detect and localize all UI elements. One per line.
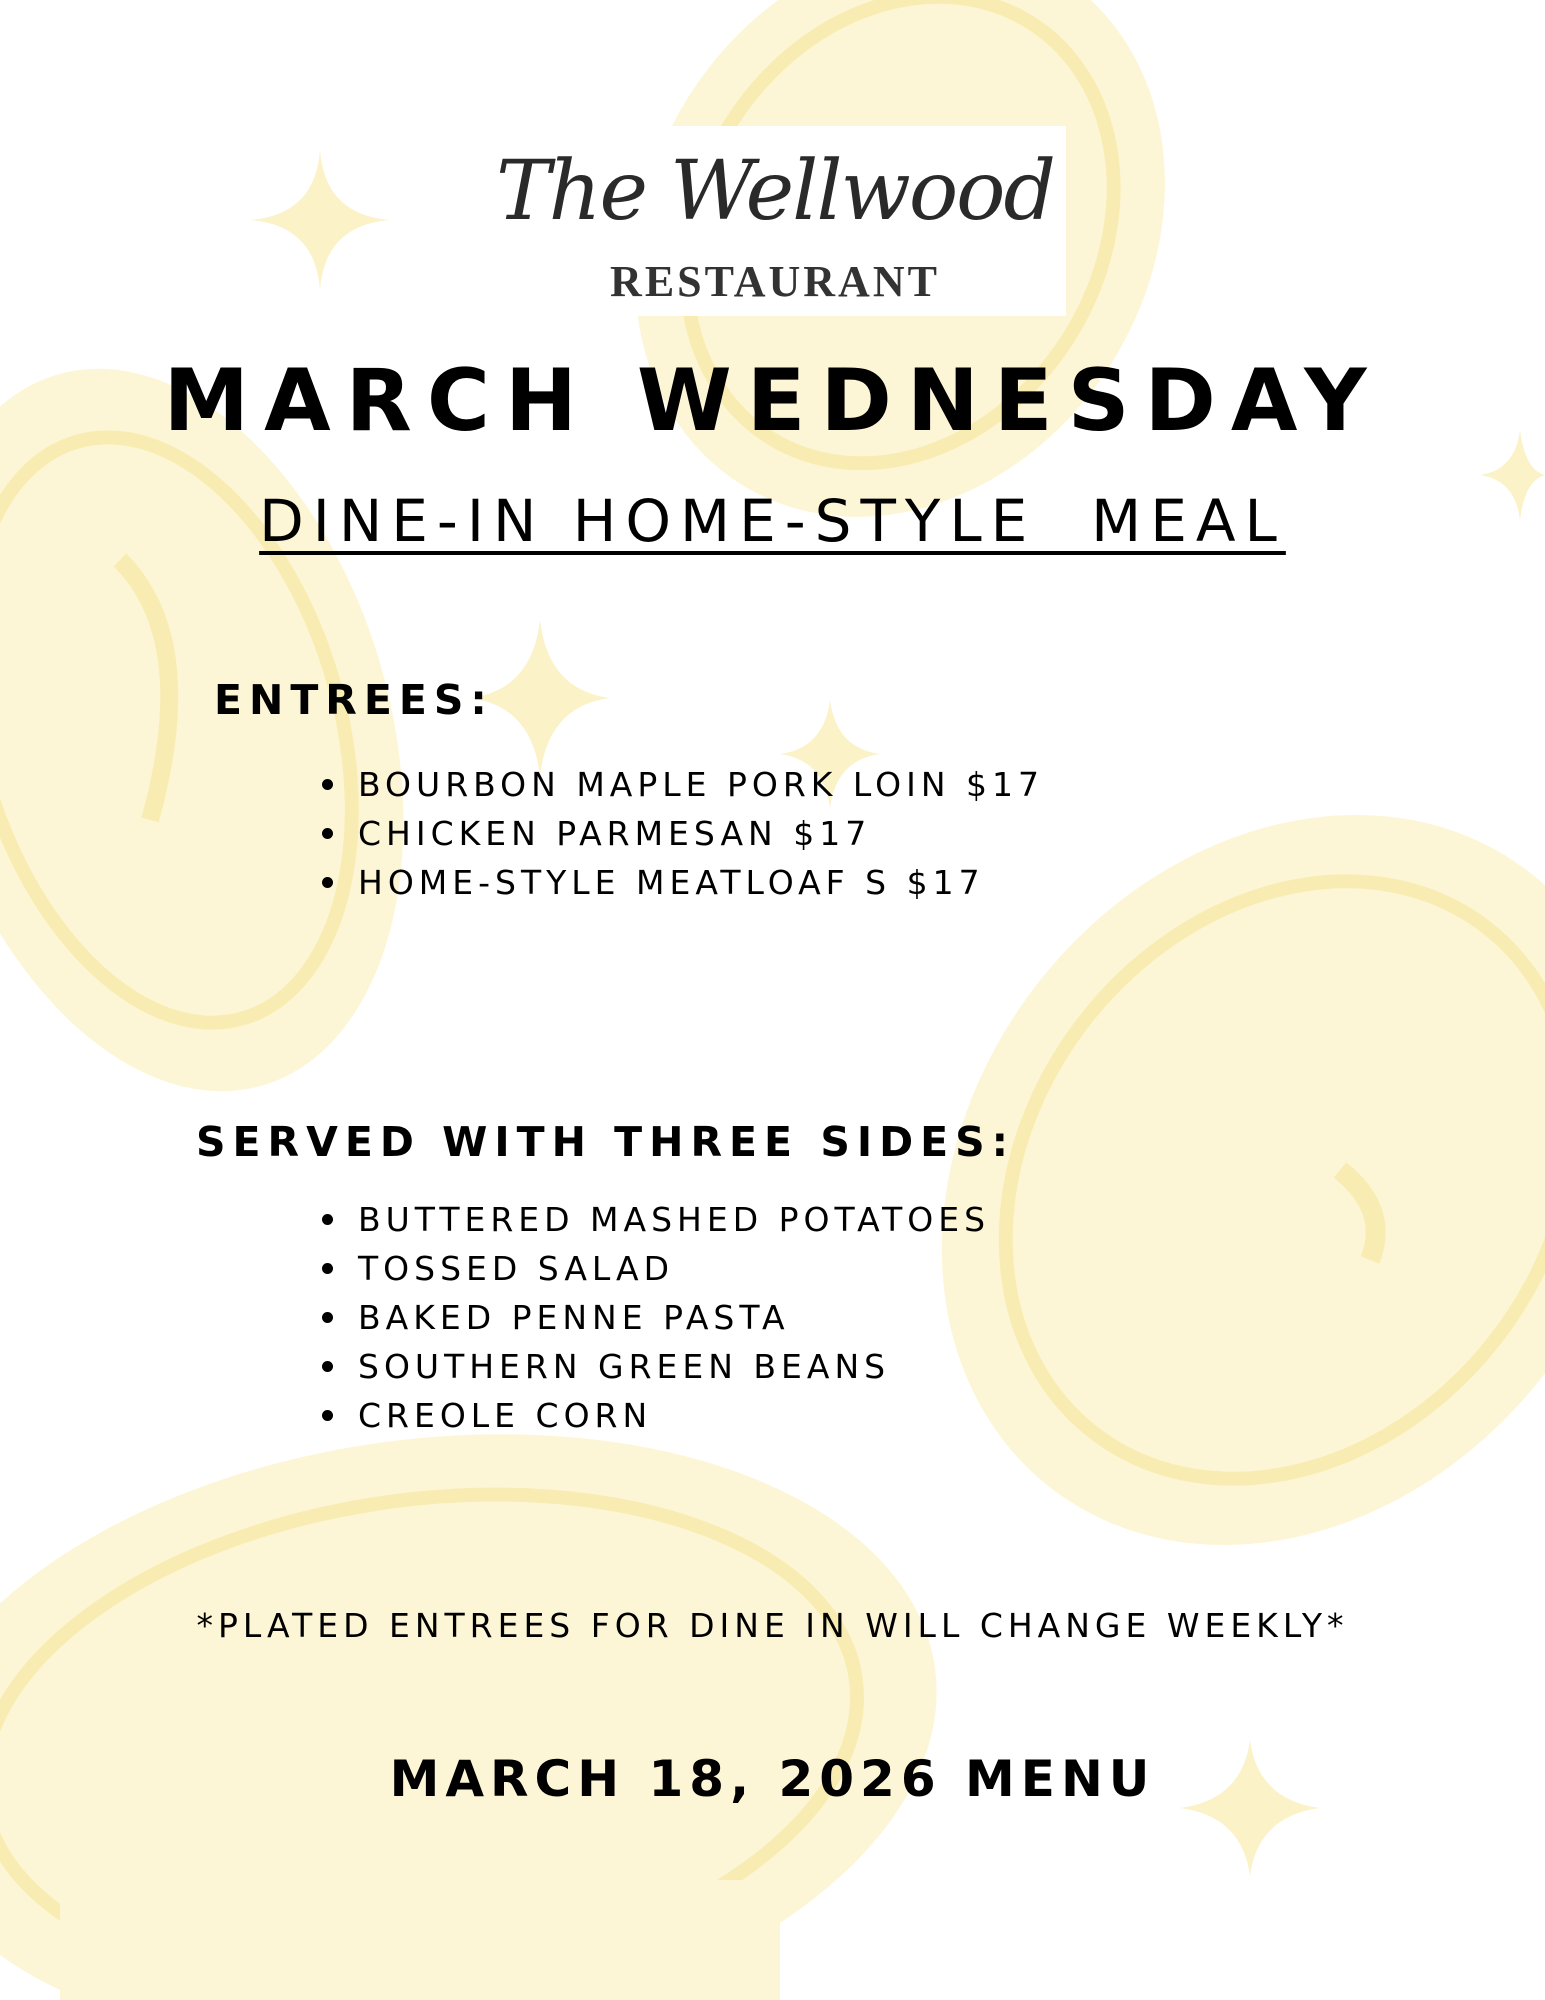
entree-label: BOURBON MAPLE PORK LOIN $17: [358, 765, 1045, 804]
list-item: [320, 760, 1044, 809]
side-label: TOSSED SALAD: [358, 1249, 675, 1288]
restaurant-logo: [484, 126, 1066, 316]
entrees-heading: ENTREES:: [214, 676, 494, 724]
bullet-icon: [322, 1361, 333, 1372]
bullet-icon: [322, 1263, 333, 1274]
menu-date: MARCH 18, 2026 MENU: [389, 1750, 1156, 1808]
side-label: CREOLE CORN: [358, 1396, 653, 1435]
bullet-icon: [322, 1410, 333, 1421]
list-item: [320, 1342, 990, 1391]
list-item: [320, 1293, 990, 1342]
logo-sub-text: RESTAURANT: [610, 257, 940, 306]
side-label: BUTTERED MASHED POTATOES: [358, 1200, 991, 1239]
side-label: BAKED PENNE PASTA: [358, 1298, 790, 1337]
logo-script-text: The Wellwood: [495, 144, 1055, 239]
entrees-list: [320, 760, 1044, 907]
bullet-icon: [322, 1214, 333, 1225]
weekly-change-note: *PLATED ENTREES FOR DINE IN WILL CHANGE WEEKLY*: [196, 1606, 1349, 1645]
bullet-icon: [322, 877, 333, 888]
side-label: SOUTHERN GREEN BEANS: [358, 1347, 891, 1386]
list-item: [320, 1195, 990, 1244]
sides-heading: SERVED WITH THREE SIDES:: [196, 1118, 1016, 1166]
sides-list: [320, 1195, 990, 1440]
bullet-icon: [322, 1312, 333, 1323]
bullet-icon: [322, 828, 333, 839]
page-subtitle: [0, 487, 1545, 555]
entree-label: CHICKEN PARMESAN $17: [358, 814, 872, 853]
list-item: [320, 1244, 990, 1293]
page-subtitle-text: DINE-IN HOME-STYLE MEAL: [259, 487, 1286, 555]
list-item: [320, 1391, 990, 1440]
list-item: [320, 858, 1044, 907]
list-item: [320, 809, 1044, 858]
entree-label: HOME-STYLE MEATLOAF S $17: [358, 863, 985, 902]
bullet-icon: [322, 779, 333, 790]
page-title: MARCH WEDNESDAY: [163, 351, 1382, 451]
